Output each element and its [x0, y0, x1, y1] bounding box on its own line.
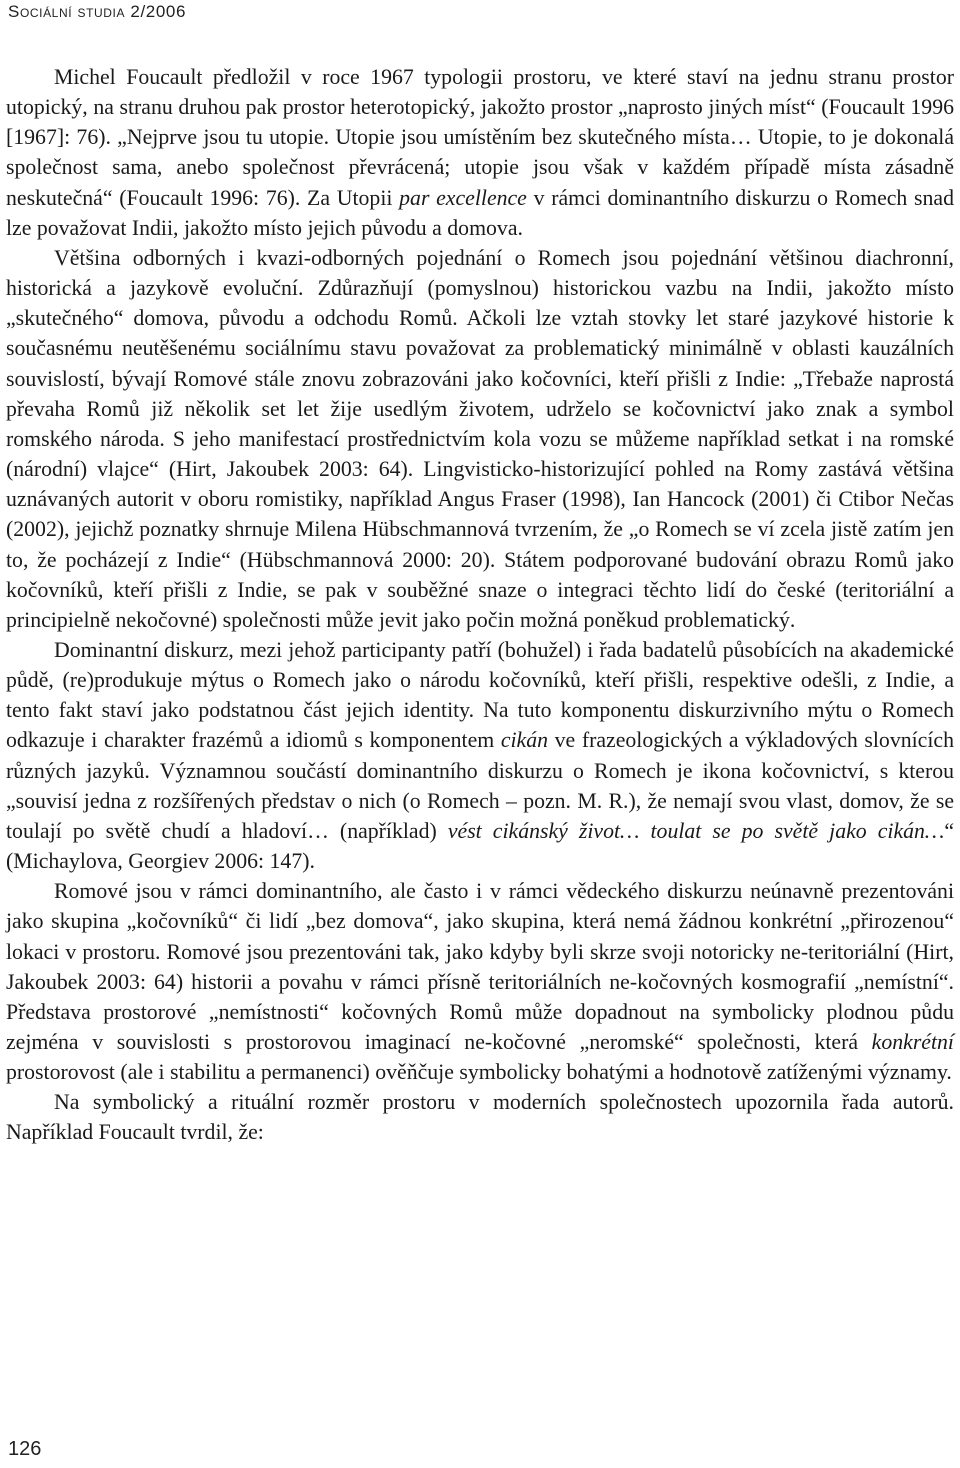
paragraph-4	[6, 876, 954, 1087]
paragraph-3-italic-term: cikán	[500, 728, 549, 753]
paragraph-1	[6, 62, 954, 243]
paragraph-3-italic-quote: vést cikánský život… toulat se po světě jako cikán…	[447, 818, 945, 843]
paragraph-1-text-end: v rámci dominantního diskurzu o Romech snad lze považovat Indii, jakožto místo jejich původu a domova.	[6, 185, 954, 240]
paragraph-5-text: Na symbolický a rituální rozměr prostoru v moderních společnostech upozornila řada autorů. Například Foucault tvrdil, že:	[6, 1090, 954, 1145]
page-number: 126	[8, 1438, 42, 1460]
paragraph-4-italic: konkrétní	[871, 1030, 954, 1054]
paragraph-2	[6, 243, 954, 635]
paragraph-4-text-end: prostorovost (ale i stabilitu a permanenci) ověňčuje symbolicky bohatými a hodnotově zatíženými významy.	[6, 1060, 952, 1085]
paragraph-3-text: Dominantní diskurz, mezi jehož participanty patří (bohužel) i řada badatelů působících na akademické půdě, (re)produkuje mýtus o Romech jako o národu kočovníků, kteří přišli, respektive odešli, z Indie, a tento fakt staví jako podstatnou část jejich identity. Na tuto komponentu diskurzivního mýtu o Romech odkazuje i charakter frazémů a idiomů s komponentem	[6, 637, 954, 753]
paragraph-4-text: Romové jsou v rámci dominantního, ale často i v rámci vědeckého diskurzu neúnavně prezentováni jako skupina „kočovníků“ či lidí „bez domova“, jako skupina, která nemá žádnou konkrétní „přirozenou“ lokaci v prostoru. Romové jsou prezentováni tak, jako kdyby byli skrze svoji notoricky ne-teritoriální (Hirt, Jakoubek 2003: 64) historii a povahu v rámci přísně teritoriálních ne-kočovných kosmografií „nemístní“. Představa prostorové „nemístnosti“ kočovných Romů může dopadnout na symbolicky plodnou půdu zejména v souvislosti s prostorovou imaginací ne-kočovné „neromské“ společnosti, která	[6, 879, 954, 1054]
paragraph-3-text-middle: ve frazeologických a výkladových slovnících různých jazyků. Významnou součástí dominantního diskurzu o Romech je ikona kočovnictví, s kterou „souvisí jedna z rozšířených představ o nich (o Romech – pozn. M. R.), že nemají svou vlast, domov, že se toulají po světě chudí a hladoví… (například)	[6, 728, 954, 843]
paragraph-3-text-end: “ (Michaylova, Georgiev 2006: 147).	[6, 818, 954, 874]
paragraph-1-italic: par excellence	[399, 185, 527, 210]
paragraph-2-text: Většina odborných i kvazi-odborných pojednání o Romech jsou pojednání většinou diachronní, historická a jazykově evoluční. Zdůrazňují (pomyslnou) historickou vazbu na Indii, jakožto místo „skutečného“ domova, původu a odchodu Romů. Ačkoli lze vztah stovky let staré jazykové historie k současnému neutěšenému sociálnímu stavu považovat za problematický minimálně v oblasti kauzálních souvislostí, bývají Romové stále znovu zobrazováni jako kočovníci, kteří přišli z Indie: „Třebaže naprostá převaha Romů již několik set let žije usedlým životem, udrželo se kočovnictví jako znak a symbol romského národa. S jeho manifestací prostřednictvím kola vozu se můžeme například setkat i na romské (národní) vlajce“ (Hirt, Jakoubek 2003: 64). Lingvisticko-historizující pohled na Romy zastává většina uznávaných autorit v oboru romistiky, například Angus Fraser (1998), Ian Hancock (2001) či Ctibor Nečas (2002), jejichž poznatky shrnuje Milena Hübschmannová tvrzením, že „o Romech se ví zcela jistě zatím jen to, že pocházejí z Indie“ (Hübschmannová 2000: 20). Státem podporované budování obrazu Romů jako kočovníků, kteří přišli z Indie, se pak v souběžné snaze o integraci těchto lidí do české (teritoriální a principielně nekočovné) společnosti může jevit jako počin možná poněkud problematický.	[6, 245, 954, 632]
paragraph-5	[6, 1087, 954, 1147]
running-header: Sociální studia 2/2006	[8, 2, 186, 21]
article-body	[6, 62, 954, 1148]
paragraph-3	[6, 635, 954, 876]
paragraph-1-text: Michel Foucault předložil v roce 1967 typologii prostoru, ve které staví na jednu stranu prostor utopický, na stranu druhou pak prostor heterotopický, jakožto prostor „naprosto jiných míst“ (Foucault 1996 [1967]: 76). „Nejprve jsou tu utopie. Utopie jsou umístěním bez skutečného místa… Utopie, to je dokonalá společnost sama, anebo společnost převrácená; utopie jsou však v každém případě místa zásadně neskutečná“ (Foucault 1996: 76). Za Utopii	[6, 65, 954, 210]
